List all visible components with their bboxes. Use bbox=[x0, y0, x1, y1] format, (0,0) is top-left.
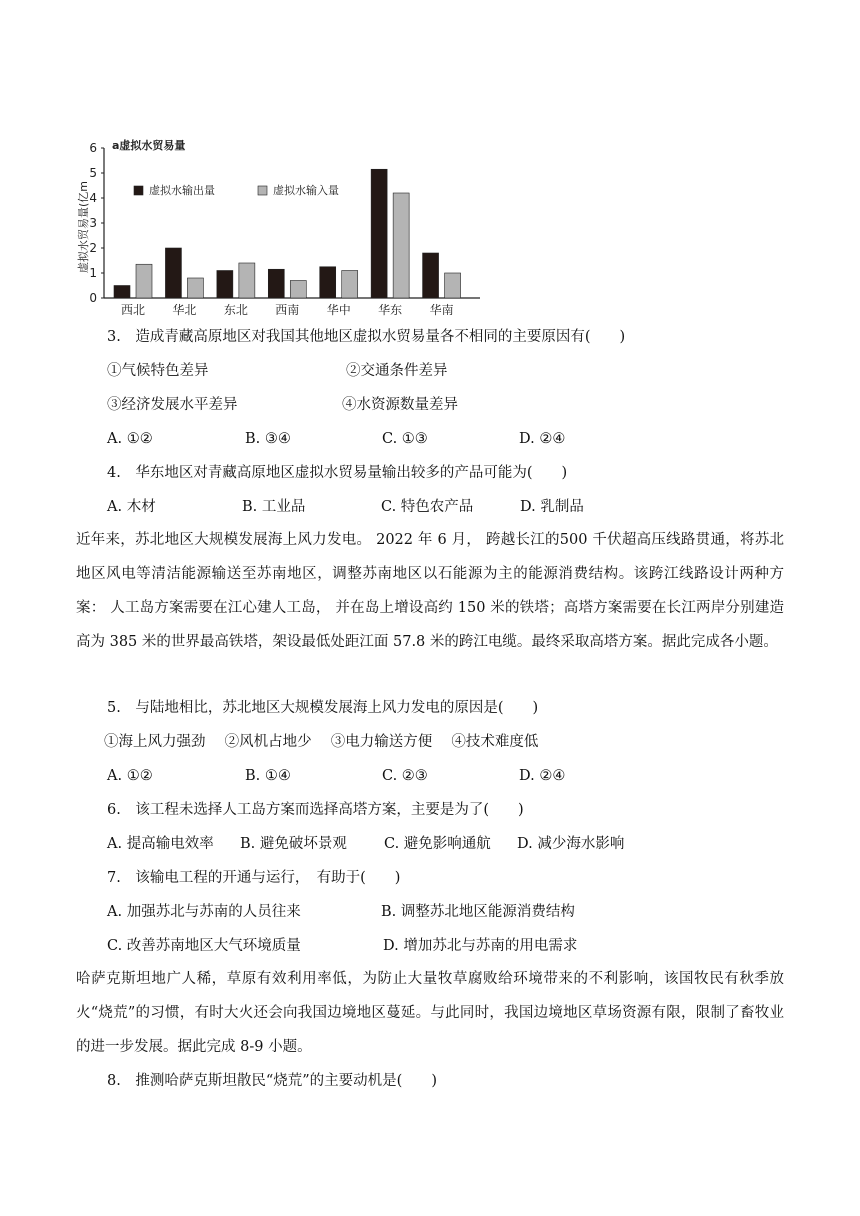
legend-label: 虚拟水输出量 bbox=[149, 184, 215, 197]
q7-choice-a[interactable]: A. 加强苏北与苏南的人员往来 bbox=[107, 904, 301, 920]
bar bbox=[342, 271, 358, 299]
bar bbox=[445, 273, 461, 298]
q4-stem: 4. 华东地区对青藏高原地区虚拟水贸易量输出较多的产品可能为( ) bbox=[107, 465, 568, 481]
q3-choice-c[interactable]: C. ①③ bbox=[382, 431, 428, 447]
virtual-water-bar-chart bbox=[76, 136, 496, 318]
bar bbox=[320, 267, 336, 298]
q6-choice-d[interactable]: D. 减少海水影响 bbox=[517, 836, 625, 852]
bar bbox=[371, 169, 387, 298]
x-tick-label: 华南 bbox=[429, 303, 454, 317]
q6-choice-c[interactable]: C. 避免影响通航 bbox=[384, 836, 491, 852]
y-tick-label: 6 bbox=[89, 141, 97, 155]
bar bbox=[187, 278, 203, 298]
legend-label: 虚拟水输入量 bbox=[273, 184, 339, 197]
bar bbox=[239, 263, 255, 298]
legend-swatch bbox=[134, 186, 143, 195]
bar bbox=[290, 281, 306, 299]
bar bbox=[423, 253, 439, 298]
q3-option-4: ④水资源数量差异 bbox=[342, 397, 458, 413]
y-tick-label: 2 bbox=[89, 241, 97, 255]
bar bbox=[136, 264, 152, 298]
passage-wind-power: 近年来，苏北地区大规模发展海上风力发电。 2022 年 6 月， 跨越长江的500 千伏超高压线路贯通，将苏北地区风电等清洁能源输送至苏南地区，调整苏南地区以石能源为主的能源消费结构。该跨江线路设计两种方案： 人工岛方案需要在江心建人工岛， 并在岛上增设高约 150 米的铁塔；高塔方案需要在长江两岸分别建造高为 385 米的世界最高铁塔，架设最低处距江面 57.8 米的跨江电缆。最终采取高塔方案。据此完成各小题。 bbox=[76, 532, 784, 650]
q3-option-3: ③经济发展水平差异 bbox=[107, 397, 238, 413]
x-tick-label: 西北 bbox=[120, 303, 146, 317]
x-tick-label: 华中 bbox=[326, 303, 351, 317]
x-tick-label: 华北 bbox=[172, 303, 197, 317]
q4-choice-d[interactable]: D. 乳制品 bbox=[520, 499, 584, 515]
bar bbox=[393, 193, 409, 298]
q8-stem: 8. 推测哈萨克斯坦散民“烧荒”的主要动机是( ) bbox=[107, 1073, 437, 1089]
y-tick-label: 1 bbox=[89, 266, 97, 280]
y-tick-label: 0 bbox=[89, 291, 97, 305]
bar bbox=[114, 286, 130, 299]
x-tick-label: 西南 bbox=[275, 303, 300, 317]
q3-choice-a[interactable]: A. ①② bbox=[107, 431, 153, 447]
q5-choice-d[interactable]: D. ②④ bbox=[519, 768, 566, 784]
q3-option-1: ①气候特色差异 bbox=[107, 363, 209, 379]
x-tick-label: 东北 bbox=[223, 303, 248, 317]
q3-choice-d[interactable]: D. ②④ bbox=[519, 431, 566, 447]
q3-stem: 3. 造成青藏高原地区对我国其他地区虚拟水贸易量各不相同的主要原因有( ) bbox=[107, 329, 626, 345]
bar bbox=[165, 248, 181, 298]
legend-swatch bbox=[258, 186, 267, 195]
y-tick-label: 3 bbox=[89, 216, 97, 230]
x-tick-label: 华东 bbox=[378, 303, 403, 317]
q5-choice-a[interactable]: A. ①② bbox=[107, 768, 153, 784]
passage-kazakhstan: 哈萨克斯坦地广人稀，草原有效利用率低，为防止大量牧草腐败给环境带来的不利影响，该国牧民有秋季放火“烧荒”的习惯，有时大火还会向我国边境地区蔓延。与此同时，我国边境地区草场资源有限，限制了畜牧业的进一步发展。据此完成 8-9 小题。 bbox=[76, 971, 784, 1055]
q7-stem: 7. 该输电工程的开通与运行， 有助于( ) bbox=[107, 870, 401, 886]
bar bbox=[268, 269, 284, 298]
q5-stem: 5. 与陆地相比，苏北地区大规模发展海上风力发电的原因是( ) bbox=[107, 700, 539, 716]
chart-title: a虚拟水贸易量 bbox=[112, 139, 186, 152]
q4-choice-c[interactable]: C. 特色农产品 bbox=[381, 499, 474, 515]
q7-choice-d[interactable]: D. 增加苏北与苏南的用电需求 bbox=[383, 938, 578, 954]
q3-option-2: ②交通条件差异 bbox=[346, 363, 448, 379]
q5-options: ①海上风力强劲 ②风机占地少 ③电力输送方便 ④技术难度低 bbox=[104, 734, 539, 750]
q6-choice-a[interactable]: A. 提高输电效率 bbox=[107, 836, 214, 852]
y-tick-label: 5 bbox=[89, 166, 97, 180]
q5-choice-b[interactable]: B. ①④ bbox=[245, 768, 291, 784]
q3-choice-b[interactable]: B. ③④ bbox=[245, 431, 291, 447]
q5-choice-c[interactable]: C. ②③ bbox=[382, 768, 428, 784]
q4-choice-b[interactable]: B. 工业品 bbox=[242, 499, 306, 515]
bar bbox=[217, 271, 233, 299]
q6-choice-b[interactable]: B. 避免破坏景观 bbox=[240, 836, 347, 852]
q4-choice-a[interactable]: A. 木材 bbox=[107, 499, 156, 515]
q7-choice-c[interactable]: C. 改善苏南地区大气环境质量 bbox=[107, 938, 301, 954]
y-axis-label: 虚拟水贸易量(亿m bbox=[77, 180, 90, 274]
q7-choice-b[interactable]: B. 调整苏北地区能源消费结构 bbox=[381, 904, 575, 920]
y-tick-label: 4 bbox=[89, 191, 97, 205]
q6-stem: 6. 该工程未选择人工岛方案而选择高塔方案，主要是为了( ) bbox=[107, 802, 524, 818]
